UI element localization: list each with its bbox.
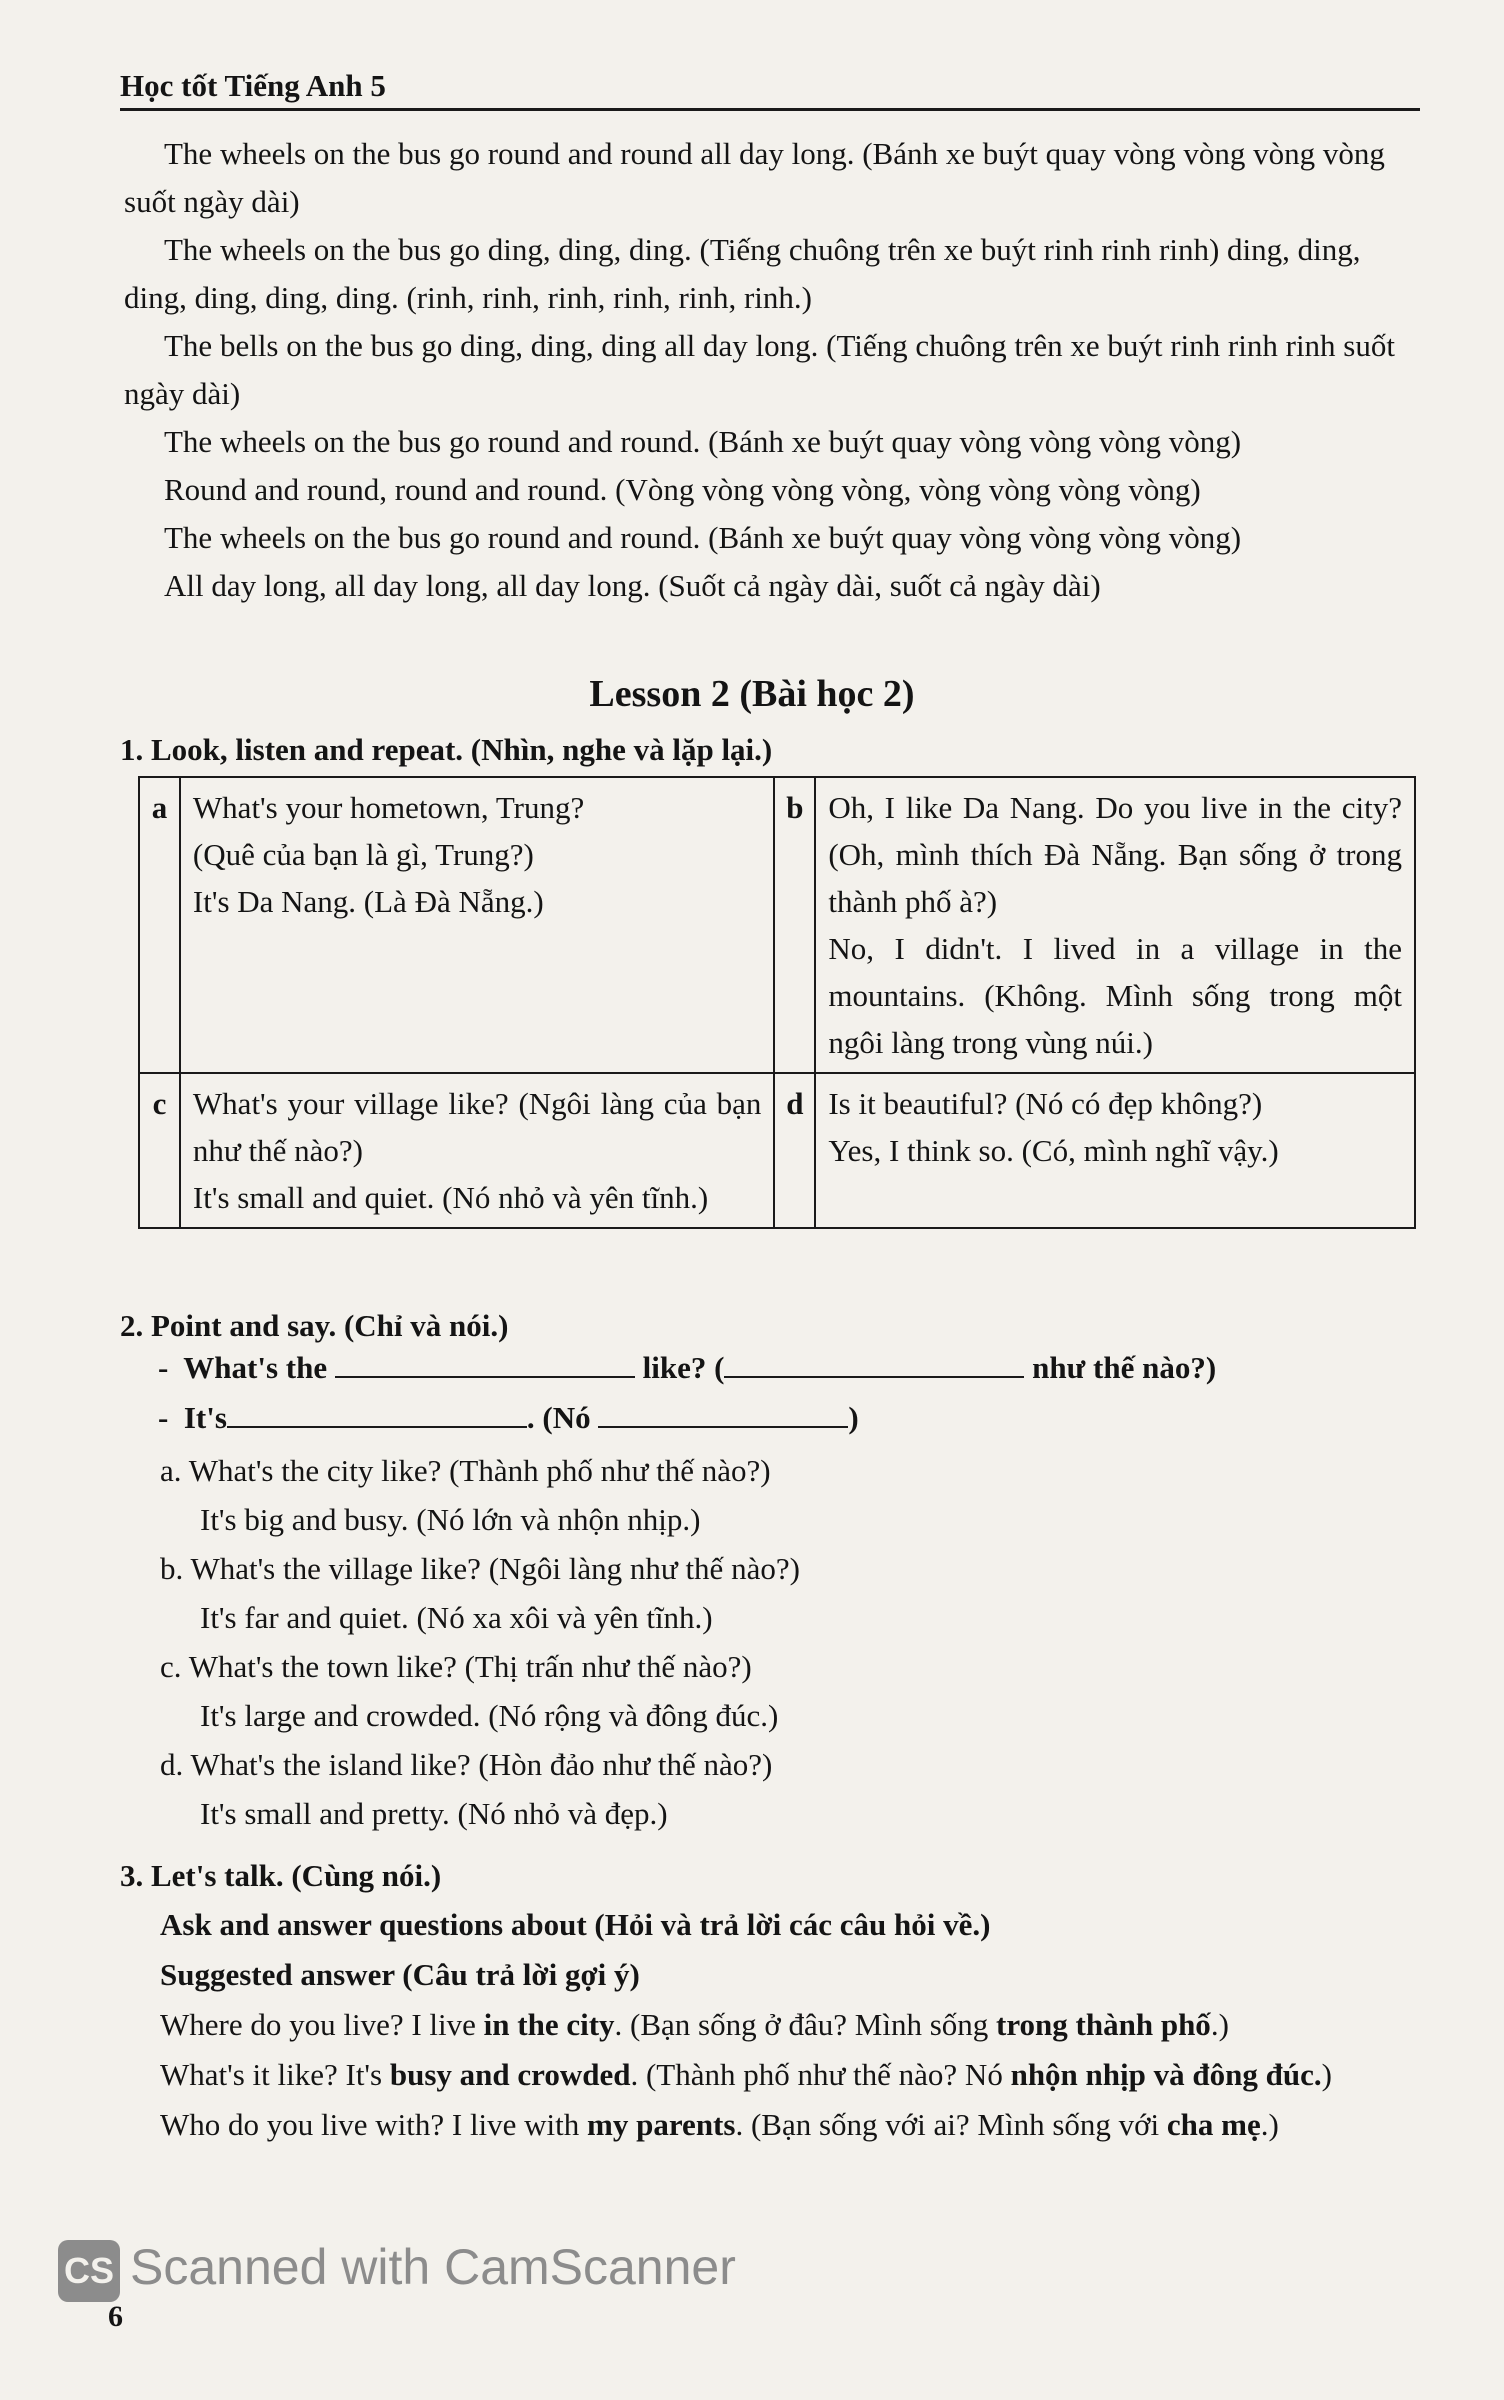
example-question: d. What's the island like? (Hòn đảo như thế nào?) [160,1747,773,1782]
song-line: Round and round, round and round. (Vòng vòng vòng vòng, vòng vòng vòng vòng) [164,472,1201,507]
pattern-text: . (Nó [526,1400,591,1435]
qa-text: . (Bạn sống với ai? Mình sống với [735,2107,1167,2142]
qa-text: . (Thành phố như thế nào? Nó [630,2057,1011,2092]
pattern-text: như thế nào?) [1032,1350,1217,1385]
section-1-heading: 1. Look, listen and repeat. (Nhìn, nghe và lặp lại.) [120,732,773,767]
example-answer: It's large and crowded. (Nó rộng và đông đúc.) [200,1698,779,1733]
point-and-say-examples [160,1446,1360,1838]
fill-blank [724,1350,1024,1378]
pattern-text: What's the [183,1350,328,1385]
example-question: c. What's the town like? (Thị trấn như thế nào?) [160,1649,752,1684]
dialog-cell-d [815,1073,1415,1228]
sentence-pattern-question [158,1350,1216,1386]
qa-bold: nhộn nhịp và đông đúc. [1010,2057,1322,2092]
talk-instruction: Ask and answer questions about (Hỏi và trả lời các câu hỏi về.) [160,1907,991,1942]
dialog-line: Is it beautiful? (Nó có đẹp không?) [828,1086,1263,1121]
dialog-line: Yes, I think so. (Có, mình nghĩ vậy.) [828,1133,1279,1168]
bullet-dash: - [158,1350,169,1385]
qa-text: What's it like? It's [160,2057,390,2092]
watermark-text: Scanned with CamScanner [130,2239,736,2295]
sentence-pattern-answer [158,1400,859,1436]
cell-label-a: a [139,777,180,1073]
qa-line [160,2000,1430,2050]
pattern-text: ) [848,1400,859,1435]
dialog-line: What's your village like? (Ngôi làng của bạn như thế nào?) [192,1086,762,1168]
camscanner-logo-icon: CS [58,2240,120,2302]
song-line: The wheels on the bus go round and round. (Bánh xe buýt quay vòng vòng vòng vòng) [164,424,1242,459]
lesson-title: Lesson 2 (Bài học 2) [589,673,915,715]
fill-blank [227,1400,527,1428]
qa-bold: trong thành phố [996,2007,1211,2042]
page-number: 6 [108,2300,123,2333]
qa-line [160,2100,1430,2150]
song-line: The wheels on the bus go round and round all day long. (Bánh xe buýt quay vòng vòng vòng vòng suốt ngày dài) [124,136,1385,219]
dialog-line: It's Da Nang. (Là Đà Nẵng.) [192,884,544,919]
pattern-text: It's [183,1400,227,1435]
example-question: a. What's the city like? (Thành phố như thế nào?) [160,1453,771,1488]
dialog-cell-b [815,777,1415,1073]
book-title: Học tốt Tiếng Anh 5 [120,68,386,103]
dialog-line: What's your hometown, Trung? [192,790,585,825]
camscanner-watermark [58,2238,736,2302]
example-answer: It's small and pretty. (Nó nhỏ và đẹp.) [200,1796,668,1831]
cell-label-b: b [774,777,815,1073]
qa-bold: in the city [483,2007,615,2042]
section-2-heading: 2. Point and say. (Chỉ và nói.) [120,1308,509,1343]
song-line: The wheels on the bus go ding, ding, ding. (Tiếng chuông trên xe buýt rinh rinh rinh) ding, ding, ding, ding, ding, ding. (rinh, rinh, rinh, rinh, rinh, rinh.) [124,232,1361,315]
fill-blank [598,1400,848,1428]
dialog-cell-c [180,1073,775,1228]
page-header [120,68,1420,108]
example-answer: It's big and busy. (Nó lớn và nhộn nhịp.) [200,1502,701,1537]
dialog-cell-a [180,777,775,1073]
bullet-dash: - [158,1400,169,1435]
qa-text: Who do you live with? I live with [160,2107,588,2142]
song-line: All day long, all day long, all day long. (Suốt cả ngày dài, suốt cả ngày dài) [164,568,1101,603]
qa-bold: cha mẹ [1166,2107,1261,2142]
lets-talk-content [160,1900,1430,2150]
song-lyrics [124,130,1424,610]
example-question: b. What's the village like? (Ngôi làng như thế nào?) [160,1551,800,1586]
fill-blank [335,1350,635,1378]
section-3-heading: 3. Let's talk. (Cùng nói.) [120,1858,442,1893]
qa-text: ) [1321,2057,1332,2092]
qa-text: .) [1260,2107,1279,2142]
dialog-row [139,1073,1415,1228]
qa-text: . (Bạn sống ở đâu? Mình sống [614,2007,997,2042]
suggested-answer-label: Suggested answer (Câu trả lời gợi ý) [160,1957,640,1992]
cell-label-c: c [139,1073,180,1228]
cell-label-d: d [774,1073,815,1228]
example-answer: It's far and quiet. (Nó xa xôi và yên tĩnh.) [200,1600,713,1635]
dialog-table [138,776,1416,1229]
qa-text: Where do you live? I live [160,2007,484,2042]
qa-line [160,2050,1430,2100]
song-line: The wheels on the bus go round and round. (Bánh xe buýt quay vòng vòng vòng vòng) [164,520,1242,555]
qa-text: .) [1210,2007,1229,2042]
qa-bold: busy and crowded [389,2057,631,2092]
dialog-line: No, I didn't. I lived in a village in the mountains. (Không. Mình sống trong một ngôi làng trong vùng núi.) [828,931,1402,1060]
pattern-text: like? ( [642,1350,725,1385]
song-line: The bells on the bus go ding, ding, ding all day long. (Tiếng chuông trên xe buýt rinh rinh rinh suốt ngày dài) [124,328,1395,411]
dialog-line: (Quê của bạn là gì, Trung?) [192,837,534,872]
header-divider [120,108,1420,111]
dialog-line: Oh, I like Da Nang. Do you live in the city? (Oh, mình thích Đà Nẵng. Bạn sống ở trong thành phố à?) [828,790,1402,919]
dialog-row [139,777,1415,1073]
dialog-line: It's small and quiet. (Nó nhỏ và yên tĩnh.) [192,1180,709,1215]
qa-bold: my parents [587,2107,736,2142]
